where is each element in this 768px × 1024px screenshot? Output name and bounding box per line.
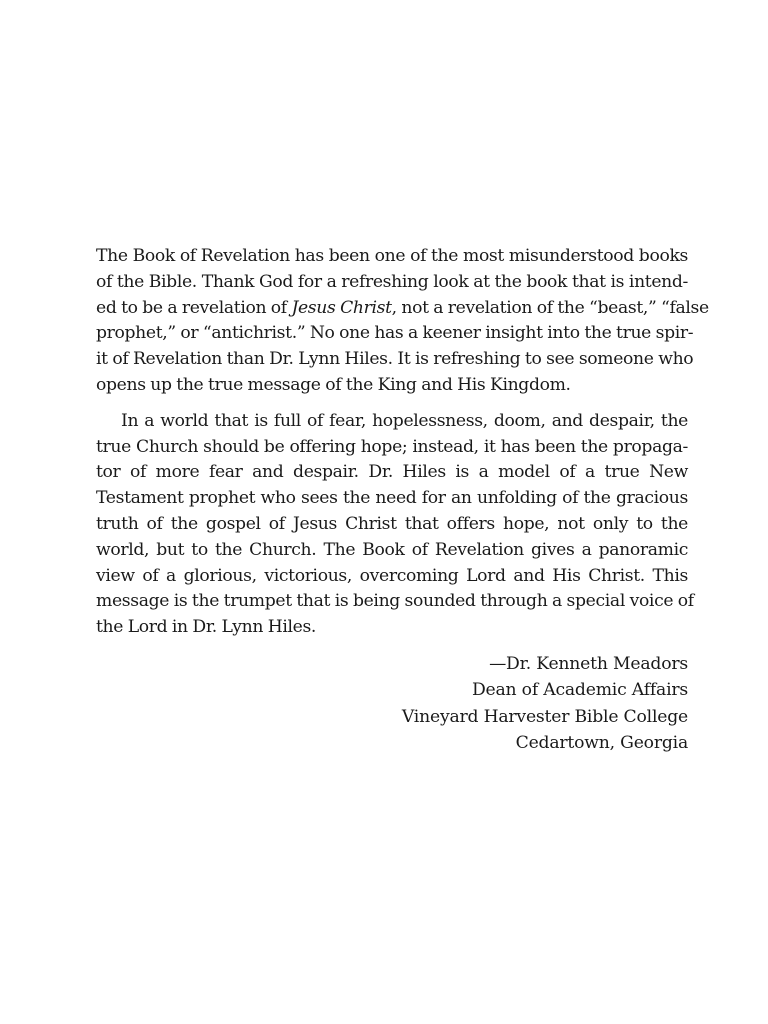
text-run: ed to be a revelation of	[96, 297, 292, 318]
endorsement-page	[96, 244, 709, 757]
text-line: of the Bible. Thank God for a refreshing look at the book that is intend-	[96, 271, 688, 292]
text-line: world, but to the Church. The Book of Revelation gives a panoramic	[96, 539, 688, 560]
emphasized-text: Jesus Christ	[291, 297, 392, 318]
endorsement-paragraph-1	[96, 244, 709, 399]
signature-title: Dean of Academic Affairs	[471, 680, 688, 701]
text-line: The Book of Revelation has been one of the most misunderstood books	[96, 246, 688, 266]
text-line: view of a glorious, victorious, overcoming Lord and His Christ. This	[96, 565, 688, 586]
text-line: opens up the true message of the King and His Kingdom.	[96, 374, 571, 395]
text-line: message is the trumpet that is being sounded through a special voice of	[96, 591, 694, 612]
signature-location: Cedartown, Georgia	[515, 733, 688, 754]
signature-name: —Dr. Kenneth Meadors	[489, 653, 688, 674]
signature-institution: Vineyard Harvester Bible College	[401, 706, 688, 727]
text-line: true Church should be offering hope; instead, it has been the propaga-	[96, 436, 688, 457]
text-line: it of Revelation than Dr. Lynn Hiles. It is refreshing to see someone who	[96, 349, 694, 370]
text-line: tor of more fear and despair. Dr. Hiles is a model of a true New	[96, 462, 688, 483]
signature-block	[96, 651, 688, 757]
text-line: prophet,” or “antichrist.” No one has a keener insight into the true spir-	[96, 323, 694, 344]
text-line: truth of the gospel of Jesus Christ that offers hope, not only to the	[96, 513, 688, 534]
text-line: In a world that is full of fear, hopelessness, doom, and despair, the	[121, 410, 688, 431]
text-line: the Lord in Dr. Lynn Hiles.	[96, 617, 317, 638]
text-run: , not a revelation of the “beast,” “false	[391, 297, 709, 318]
text-line: Testament prophet who sees the need for an unfolding of the gracious	[96, 488, 688, 509]
endorsement-paragraph-2	[96, 409, 694, 641]
text-line	[96, 296, 709, 322]
